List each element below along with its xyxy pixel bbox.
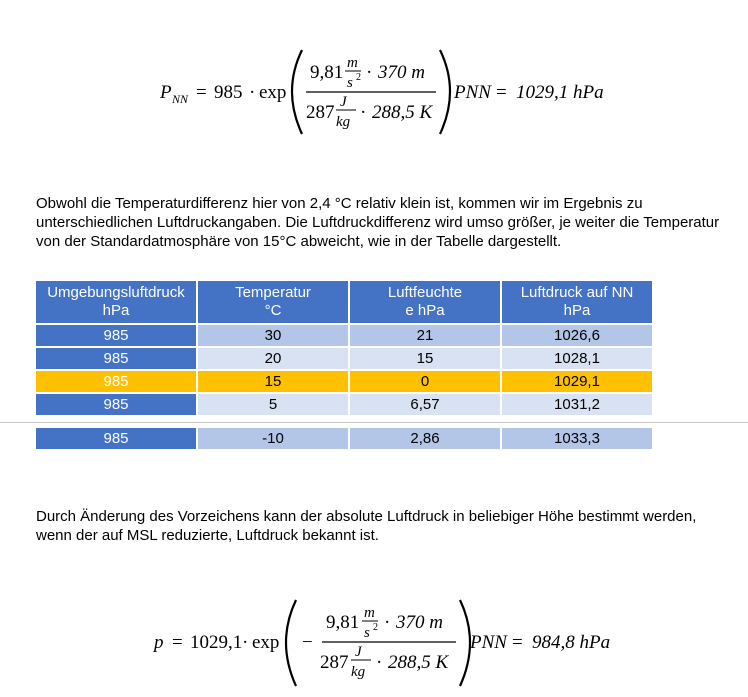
table-row-highlighted bbox=[36, 370, 653, 393]
formula2-minus: − bbox=[302, 632, 313, 653]
formula2-result-label: PNN bbox=[470, 632, 507, 653]
cell-humidity: 15 bbox=[349, 347, 501, 370]
formula2-den-unit-top: J bbox=[355, 644, 362, 660]
formula2-result-eq: = bbox=[512, 632, 523, 653]
cell-temperature: 5 bbox=[197, 393, 349, 416]
table-row bbox=[36, 428, 653, 450]
formula2-num-dot: · bbox=[384, 612, 391, 633]
formula2-den-unit-bottom: kg bbox=[351, 664, 366, 680]
header-humidity: Luftfeuchte e hPa bbox=[349, 281, 501, 324]
cell-temperature: -10 bbox=[197, 428, 349, 450]
cell-ambient: 985 bbox=[36, 370, 197, 393]
table-header-row bbox=[36, 281, 653, 324]
table-row bbox=[36, 324, 653, 347]
formula2-coef: 1029,1 bbox=[190, 632, 243, 653]
formula1-paren-left bbox=[292, 50, 302, 134]
formula1-result-eq: = bbox=[496, 82, 507, 103]
formula1-func: exp bbox=[259, 82, 287, 103]
formula2-dot: · bbox=[242, 632, 249, 653]
cell-pressure-nn: 1031,2 bbox=[501, 393, 653, 416]
formula2-num-exp: 2 bbox=[373, 622, 378, 633]
formula2-den-temp: 288,5 K bbox=[388, 652, 449, 673]
formula1-eq: = bbox=[196, 82, 207, 103]
cell-ambient: 985 bbox=[36, 428, 197, 450]
pressure-table bbox=[36, 281, 654, 417]
formula1-num-unit-bottom: s bbox=[347, 75, 353, 91]
paragraph-sign-change: Durch Änderung des Vorzeichens kann der absolute Luftdruck in beliebiger Höhe bestimmt werden, wenn der auf MSL reduzierte, Luftdruck bekannt ist. bbox=[36, 508, 697, 544]
formula1-num-unit-top: m bbox=[347, 55, 358, 71]
pressure-table-continued bbox=[36, 428, 654, 451]
cell-temperature: 15 bbox=[197, 370, 349, 393]
formula2-den-value: 287 bbox=[320, 652, 349, 673]
formula1-result: 1029,1 hPa bbox=[516, 82, 604, 103]
formula2-num-height: 370 m bbox=[396, 612, 443, 633]
table-row bbox=[36, 393, 653, 416]
table-row bbox=[36, 347, 653, 370]
formula1-num-value: 9,81 bbox=[310, 62, 344, 83]
cell-pressure-nn: 1029,1 bbox=[501, 370, 653, 393]
formula2-eq: = bbox=[172, 632, 183, 653]
formula2-den-dot: · bbox=[376, 652, 383, 673]
formula2-paren-right bbox=[460, 600, 470, 686]
formula1-result-label: PNN bbox=[454, 82, 491, 103]
cell-ambient: 985 bbox=[36, 347, 197, 370]
cell-ambient: 985 bbox=[36, 324, 197, 347]
formula2-func: exp bbox=[252, 632, 280, 653]
cell-temperature: 20 bbox=[197, 347, 349, 370]
formula2-paren-left bbox=[286, 600, 296, 686]
cell-humidity: 2,86 bbox=[349, 428, 501, 450]
header-pressure-nn: Luftdruck auf NN hPa bbox=[501, 281, 653, 324]
formula2-result: 984,8 hPa bbox=[532, 632, 611, 653]
formula2-lhs: p bbox=[154, 632, 164, 653]
cell-temperature: 30 bbox=[197, 324, 349, 347]
formula2-num-unit-top: m bbox=[364, 605, 375, 621]
formula1-den-unit-top: J bbox=[340, 94, 347, 110]
page-divider bbox=[0, 422, 748, 423]
cell-pressure-nn: 1033,3 bbox=[501, 428, 653, 450]
formula1-coef: 985 bbox=[214, 82, 243, 103]
formula1-lhs: P bbox=[160, 82, 172, 103]
cell-humidity: 6,57 bbox=[349, 393, 501, 416]
formula1-paren-right bbox=[440, 50, 450, 134]
formula1-num-exp: 2 bbox=[356, 72, 361, 83]
cell-pressure-nn: 1026,6 bbox=[501, 324, 653, 347]
formula1-num-height: 370 m bbox=[378, 62, 425, 83]
formula2-num-value: 9,81 bbox=[326, 612, 360, 633]
formula1-den-dot: · bbox=[360, 102, 367, 123]
cell-humidity: 21 bbox=[349, 324, 501, 347]
formula1-den-value: 287 bbox=[306, 102, 335, 123]
formula1-den-temp: 288,5 K bbox=[372, 102, 433, 123]
header-ambient-pressure: Umgebungsluftdruck hPa bbox=[36, 281, 197, 324]
formula1-den-unit-bottom: kg bbox=[336, 114, 351, 130]
formula1-dot: · bbox=[249, 82, 256, 103]
formula-p bbox=[144, 596, 634, 690]
cell-ambient: 985 bbox=[36, 393, 197, 416]
formula1-num-dot: · bbox=[366, 62, 373, 83]
header-temperature: Temperatur °C bbox=[197, 281, 349, 324]
cell-pressure-nn: 1028,1 bbox=[501, 347, 653, 370]
formula-pnn bbox=[150, 46, 630, 138]
paragraph-temperature-difference: Obwohl die Temperaturdifferenz hier von 2,4 °C relativ klein ist, kommen wir im Ergebnis zu unterschiedlichen Luftdruckangaben. Die Luftdruckdifferenz wird umso größer, je weiter die Temperatur von der Standardatmosphäre von 15°C abweicht, wie in der Tabelle dargestellt. bbox=[36, 195, 720, 250]
formula2-num-unit-bottom: s bbox=[364, 625, 370, 641]
cell-humidity: 0 bbox=[349, 370, 501, 393]
formula1-lhs-sub: NN bbox=[172, 92, 189, 106]
